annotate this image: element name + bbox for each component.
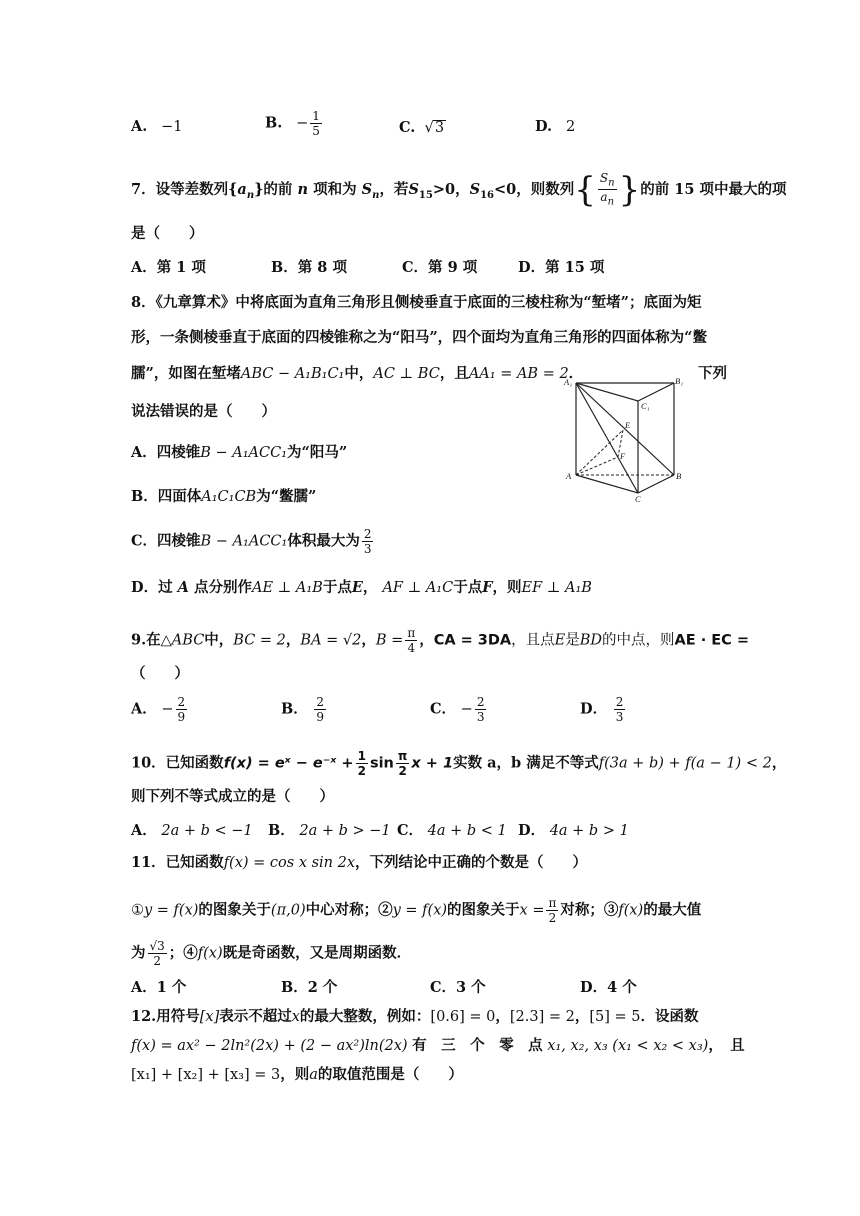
q8-line1: 8．《九章算术》中将底面为直角三角形且侧棱垂直于底面的三棱柱称为“堑堵”；底面为矩 bbox=[131, 294, 702, 311]
fraction: $\frac{2}{9}$ bbox=[316, 695, 325, 724]
q7-option-d: D．第 15 项 bbox=[518, 259, 605, 276]
q12-line3: [x₁] + [x₂] + [x₃] = 3，则a的取值范围是（ ） bbox=[131, 1066, 463, 1083]
q8-line3-end: 下列 bbox=[698, 365, 727, 382]
fraction: $\frac{\pi}{2}$ bbox=[548, 896, 557, 925]
q11-statements-line1: ①y = f(x)的图象关于(π,0)中心对称；②y = f(x)的图象关于x = $\frac{\pi}{2}$ 对称；③f(x)的最大值 bbox=[131, 896, 702, 925]
fraction: $\frac{2}{9}$ bbox=[177, 695, 186, 724]
label-e: E bbox=[625, 420, 631, 430]
q12-line2: f(x) = ax² − 2ln²(2x) + (2 − ax²)ln(2x) 有 三 个 零 点 x₁, x₂, x₃ (x₁ < x₂ < x₃)， 且 bbox=[131, 1037, 745, 1054]
q11-option-b: B．2 个 bbox=[281, 979, 338, 996]
q8-line4: 说法错误的是（ ） bbox=[131, 403, 276, 420]
q7-stem: 7．设等差数列$\{a_n\}$的前 n 项和为 $S_n$，若$S_{15}>0$，$S_{16}<0$，则数列{ $\frac{S_n}{a_n}$ }的前 15 项中最大的项 bbox=[131, 169, 787, 210]
q9-option-b: B． $\frac{2}{9}$ bbox=[281, 695, 325, 724]
label-a: A bbox=[566, 471, 572, 481]
fraction: $\frac{2}{3}$ bbox=[363, 527, 372, 556]
label-c: C bbox=[635, 494, 641, 504]
q11-option-c: C．3 个 bbox=[430, 979, 486, 996]
label-f: F bbox=[620, 451, 626, 461]
q6-option-d: D. 2 bbox=[535, 118, 576, 135]
fraction: $\frac{√3}{2}$ bbox=[149, 939, 165, 968]
q8-option-a: A．四棱锥B − A₁ACC₁为“阳马” bbox=[131, 444, 348, 461]
q10-stem: 10．已知函数f(x) = eˣ − e⁻ˣ + $\frac{1}{2}$ sin $\frac{\pi}{2}$ x + 1实数 a，b 满足不等式f(3a + b) + f(a − 1) < 2， bbox=[131, 749, 787, 778]
q10-option-b: B． 2a + b > −1 bbox=[268, 822, 391, 839]
fraction: $\frac{\pi}{2}$ bbox=[397, 749, 408, 778]
q6-option-b: B. − $\frac{1}{5}$ bbox=[265, 109, 320, 138]
q6-option-a: A. −1 bbox=[131, 118, 183, 135]
label-b: B bbox=[676, 471, 682, 481]
label-b1: B₁ bbox=[675, 376, 684, 386]
q9-option-d: D． $\frac{2}{3}$ bbox=[580, 695, 624, 724]
q7-option-a: A．第 1 项 bbox=[131, 259, 206, 276]
q9-stem-line2: （ ） bbox=[131, 665, 189, 682]
q12-line1: 12.用符号[x]表示不超过x的最大整数，例如：[0.6] = 0，[2.3] = 2，[5] = 5．设函数 bbox=[131, 1008, 699, 1025]
q11-statements-line2: 为 $\frac{√3}{2}$ ；④f(x)既是奇函数，又是周期函数． bbox=[131, 939, 412, 968]
q6-option-c: C. √3 bbox=[399, 119, 445, 136]
q10-option-d: D． 4a + b > 1 bbox=[518, 822, 629, 839]
q7-option-c: C．第 9 项 bbox=[402, 259, 478, 276]
fraction: $\frac{1}{2}$ bbox=[357, 749, 366, 778]
prism-figure bbox=[562, 373, 690, 505]
q11-option-a: A．1 个 bbox=[131, 979, 187, 996]
q8-option-c: C．四棱锥B − A₁ACC₁体积最大为 $\frac{2}{3}$ bbox=[131, 527, 372, 556]
q7-option-b: B．第 8 项 bbox=[271, 259, 347, 276]
q10-option-a: A． 2a + b < −1 bbox=[131, 822, 253, 839]
fraction: $\frac{2}{3}$ bbox=[476, 695, 485, 724]
label-c1: C₁ bbox=[641, 401, 650, 411]
q8-line2: 形，一条侧棱垂直于底面的四棱锥称之为“阳马”，四个面均为直角三角形的四面体称为“鳖 bbox=[131, 329, 708, 346]
q8-line3: 臑”，如图在堑堵ABC − A₁B₁C₁中，AC ⊥ BC，且AA₁ = AB = 2． bbox=[131, 365, 584, 382]
q10-stem-line2: 则下列不等式成立的是（ ） bbox=[131, 788, 334, 805]
fraction: $\frac{2}{3}$ bbox=[615, 695, 624, 724]
q11-stem: 11．已知函数f(x) = cos x sin 2x，下列结论中正确的个数是（ ） bbox=[131, 854, 588, 871]
q10-option-c: C． 4a + b < 1 bbox=[397, 822, 507, 839]
q8-option-b: B．四面体A₁C₁CB为“鳖臑” bbox=[131, 488, 317, 505]
q9-stem: 9.在△ABC中，BC = 2，BA = √2，B = $\frac{\pi}{4}$ ，CA = 3DA，且点E是BD的中点，则AE · EC = bbox=[131, 626, 750, 655]
q9-option-c: C． − $\frac{2}{3}$ bbox=[430, 695, 485, 724]
q9-option-a: A． − $\frac{2}{9}$ bbox=[131, 695, 186, 724]
q8-option-d: D．过 A 点分别作AE ⊥ A₁B于点E， AF ⊥ A₁C于点F，则EF ⊥ A₁B bbox=[131, 579, 592, 596]
fraction: $\frac{1}{5}$ bbox=[312, 109, 320, 138]
q11-option-d: D．4 个 bbox=[580, 979, 637, 996]
q7-stem-line2: 是（ ） bbox=[131, 225, 204, 242]
sequence-fraction: $\frac{S_n}{a_n}$ bbox=[599, 171, 615, 208]
fraction: $\frac{\pi}{4}$ bbox=[407, 626, 416, 655]
label-a1: A₁ bbox=[564, 377, 573, 387]
